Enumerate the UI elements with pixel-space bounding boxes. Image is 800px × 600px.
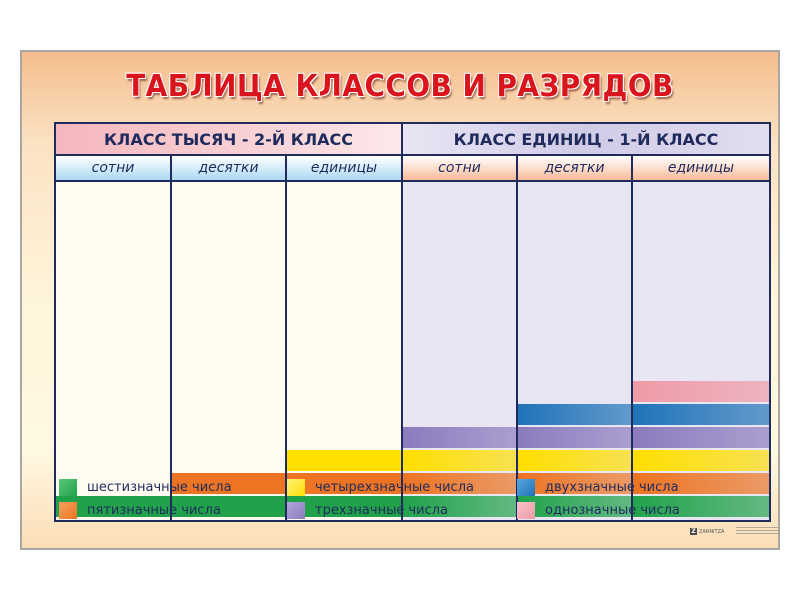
three-digit-strip: [518, 427, 631, 448]
column-units-units: [633, 182, 769, 520]
column-thousands-units: [287, 182, 401, 520]
six-digit-swatch: [59, 479, 77, 496]
legend-item-five-digit: [59, 500, 221, 520]
rank-header-thousands-hundreds: сотни: [56, 156, 170, 180]
legend-label: однозначные числа: [545, 502, 680, 518]
rank-header-units-tens: десятки: [518, 156, 631, 180]
logo-icon: Z: [691, 528, 696, 535]
class-header-units: КЛАСС ЕДИНИЦ - 1-Й КЛАСС: [403, 124, 769, 154]
legend-label: двухзначные числа: [545, 479, 679, 495]
five-digit-swatch: [59, 502, 77, 519]
column-units-hundreds: [403, 182, 516, 520]
four-digit-strip: [518, 450, 631, 471]
column-thousands-tens: [172, 182, 285, 520]
four-digit-swatch: [287, 479, 305, 496]
legend-item-four-digit: [287, 477, 474, 497]
class-header-thousands: КЛАСС ТЫСЯЧ - 2-Й КЛАСС: [56, 124, 401, 154]
two-digit-strip: [633, 404, 769, 425]
page-title: ТАБЛИЦА КЛАССОВ И РАЗРЯДОВ: [126, 69, 674, 104]
fine-print: [736, 527, 778, 536]
one-digit-strip: [633, 381, 769, 402]
legend-label: шестизначные числа: [87, 479, 232, 495]
rank-header-thousands-units: единицы: [287, 156, 401, 180]
legend-item-two-digit: [517, 477, 679, 497]
three-digit-strip: [403, 427, 516, 448]
legend-label: пятизначные числа: [87, 502, 221, 518]
publisher-logo: [690, 528, 724, 535]
three-digit-strip: [633, 427, 769, 448]
legend-label: четырехзначные числа: [315, 479, 474, 495]
four-digit-strip: [287, 450, 401, 471]
column-units-tens: [518, 182, 631, 520]
legend-item-one-digit: [517, 500, 680, 520]
column-thousands-hundreds: [56, 182, 170, 520]
rank-header-units-hundreds: сотни: [403, 156, 516, 180]
one-digit-swatch: [517, 502, 535, 519]
four-digit-strip: [403, 450, 516, 471]
rank-header-thousands-tens: десятки: [172, 156, 285, 180]
two-digit-swatch: [517, 479, 535, 496]
legend-label: трехзначные числа: [315, 502, 449, 518]
legend-item-six-digit: [59, 477, 232, 497]
three-digit-swatch: [287, 502, 305, 519]
classes-table: [54, 122, 771, 522]
poster: [20, 50, 780, 550]
logo-text: ZARNITZA: [699, 528, 725, 535]
legend-item-three-digit: [287, 500, 448, 520]
two-digit-strip: [518, 404, 631, 425]
four-digit-strip: [633, 450, 769, 471]
legend: [54, 472, 754, 532]
rank-header-units-units: единицы: [633, 156, 769, 180]
